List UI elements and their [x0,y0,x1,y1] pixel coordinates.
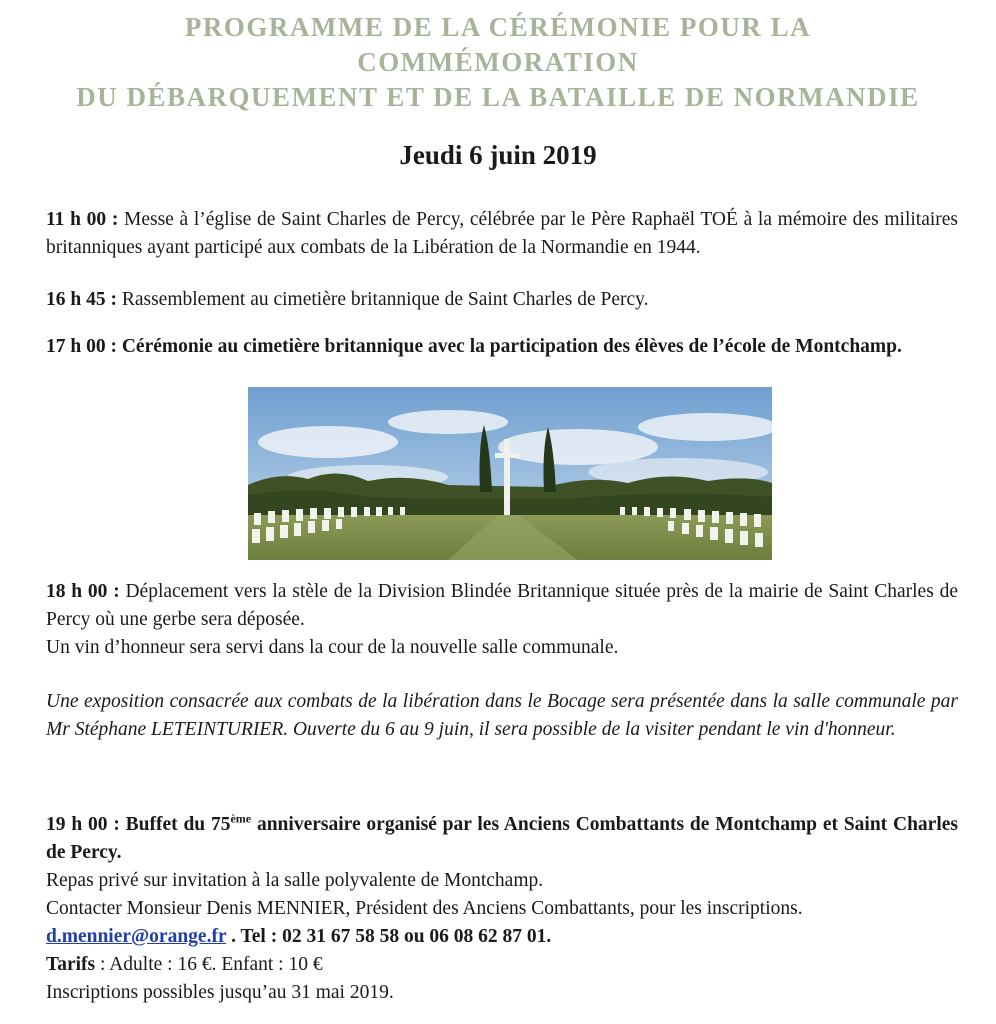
contact-line: Contacter Monsieur Denis MENNIER, Président des Anciens Combattants, pour les inscriptions. [46,898,803,919]
title-line-3: DU DÉBARQUEMENT ET DE LA BATAILLE DE NORMANDIE [76,82,920,112]
title-line-1: PROGRAMME DE LA CÉRÉMONIE POUR LA [184,12,812,42]
inscriptions-line: Inscriptions possibles jusqu’au 31 mai 2019. [46,982,394,1003]
cemetery-photo [248,387,772,560]
event-18h00 [46,578,958,662]
contact-details [46,923,958,951]
repas-line: Repas privé sur invitation à la salle polyvalente de Montchamp. [46,870,544,891]
event-time: 18 h 00 : [46,581,120,602]
event-11h00 [46,206,958,262]
event-title-sup: ème [230,811,252,826]
event-title [46,811,958,867]
phone-numbers: . Tel : 02 31 67 58 58 ou 06 08 62 87 01. [226,926,552,947]
event-time: 17 h 00 : [46,336,117,357]
event-title-b: anniversaire organisé par les Anciens Combattants de Montchamp et Saint Charles de Percy. [46,814,958,863]
tarifs-line [46,951,958,979]
event-17h00 [46,333,958,361]
event-text: Déplacement vers la stèle de la Division Blindée Britannique située près de la mairie de Saint Charles de Percy où une gerbe sera déposée. [46,581,958,630]
event-19h00 [46,811,958,1007]
tarifs-values: : Adulte : 16 €. Enfant : 10 € [95,954,323,975]
tarifs-label: Tarifs [46,954,96,975]
title-line-2: COMMÉMORATION [357,47,639,77]
event-time: 16 h 45 : [46,289,117,310]
event-text: Cérémonie au cimetière britannique avec la participation des élèves de l’école de Montchamp. [116,336,902,357]
exposition-note: Une exposition consacrée aux combats de la libération dans le Bocage sera présentée dans la salle communale par Mr Stéphane LETEINTURIER. Ouverte du 6 au 9 juin, il sera possible de la visiter pendant le vin d'honneur. [46,691,958,740]
event-date: Jeudi 6 juin 2019 [399,140,597,170]
event-text: Messe à l’église de Saint Charles de Percy, célébrée par le Père Raphaël TOÉ à la mémoire des militaires britanniques ayant participé aux combats de la Libération de la Normandie en 1944. [46,209,959,258]
event-time: 11 h 00 : [46,209,119,230]
email-link[interactable]: d.mennier@orange.fr [46,926,227,947]
event-text: Rassemblement au cimetière britannique de Saint Charles de Percy. [116,289,649,310]
event-text-line2: Un vin d’honneur sera servi dans la cour de la nouvelle salle communale. [46,637,619,658]
event-title-a: Buffet du 75 [119,814,231,835]
event-16h45 [46,286,958,314]
event-time: 19 h 00 : [46,814,120,835]
